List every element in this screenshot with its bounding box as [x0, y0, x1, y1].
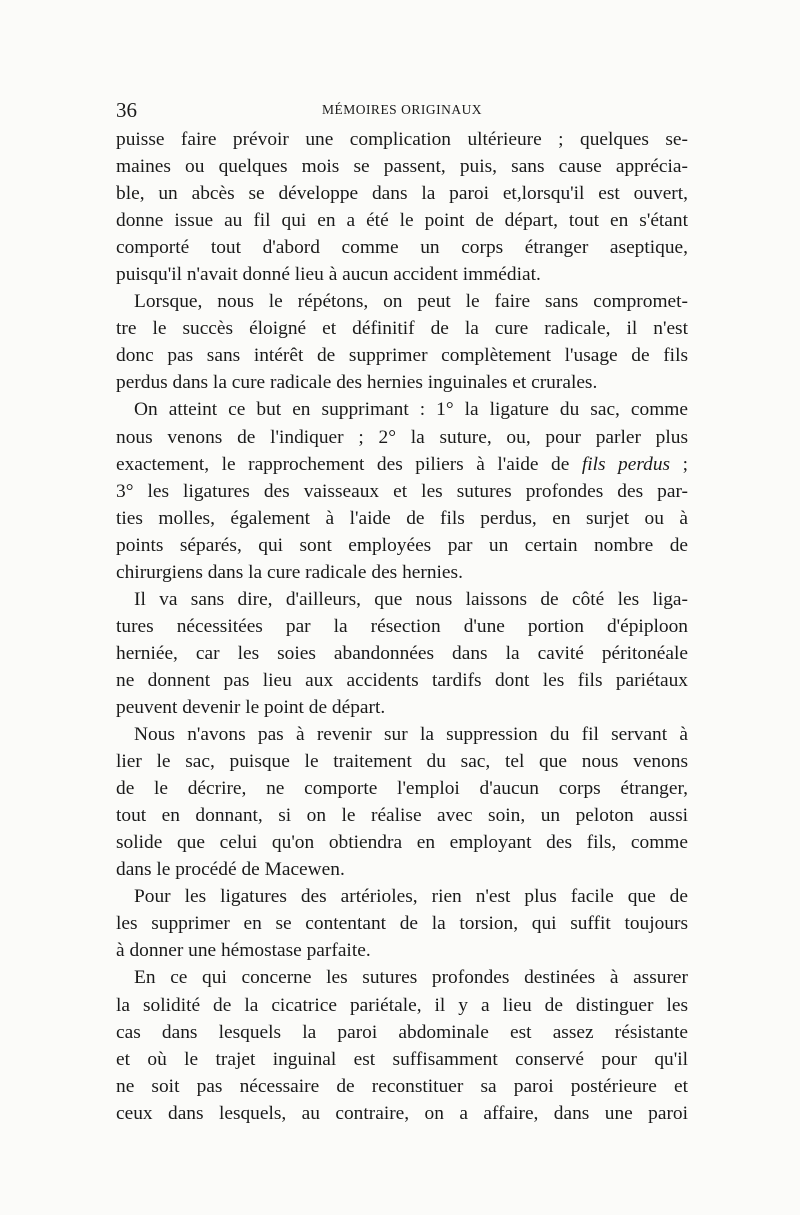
text-line — [116, 694, 688, 721]
text-line — [116, 369, 688, 396]
text-line — [116, 802, 688, 829]
text-line — [116, 153, 688, 180]
text-line — [116, 883, 688, 910]
line-text: puisqu'il n'avait donné lieu à aucun accident immédiat. — [116, 264, 541, 286]
line-text: tures nécessitées par la résection d'une portion d'épiploon — [116, 615, 688, 637]
text-line — [116, 775, 688, 802]
line-text: cas dans lesquels la paroi abdominale est assez résistante — [116, 1021, 688, 1043]
line-text: ne soit pas nécessaire de reconstituer sa paroi postérieure et — [116, 1075, 688, 1097]
text-line — [116, 1046, 688, 1073]
line-text: ne donnent pas lieu aux accidents tardifs dont les fils pariétaux — [116, 669, 688, 691]
text-line — [116, 207, 688, 234]
text-line — [116, 964, 688, 991]
text-line — [116, 1019, 688, 1046]
line-text: Nous n'avons pas à revenir sur la suppression du fil servant à — [134, 724, 688, 746]
text-line — [116, 910, 688, 937]
text-line — [116, 180, 688, 207]
line-text: tre le succès éloigné et définitif de la cure radicale, il n'est — [116, 318, 688, 340]
line-text: chirurgiens dans la cure radicale des hernies. — [116, 561, 463, 583]
line-text: de le décrire, ne comporte l'emploi d'aucun corps étranger, — [116, 778, 688, 800]
text-line — [116, 829, 688, 856]
line-text: 3° les ligatures des vaisseaux et les sutures profondes des par- — [116, 480, 688, 502]
line-text: ble, un abcès se développe dans la paroi et,lorsqu'il est ouvert, — [116, 183, 688, 205]
text-line — [116, 315, 688, 342]
text-line — [116, 261, 688, 288]
text-line — [116, 424, 688, 451]
line-text: les supprimer en se contentant de la torsion, qui suffit toujours — [116, 913, 688, 935]
line-text: perdus dans la cure radicale des hernies inguinales et crurales. — [116, 372, 598, 394]
line-text: peuvent devenir le point de départ. — [116, 696, 386, 718]
text-line — [116, 856, 688, 883]
line-text: puisse faire prévoir une complication ultérieure ; quelques se- — [116, 129, 688, 150]
text-line — [116, 478, 688, 505]
text-line — [116, 559, 688, 586]
line-text: ties molles, également à l'aide de fils perdus, en surjet ou à — [116, 507, 688, 529]
text-line — [116, 126, 688, 153]
line-text: Il va sans dire, d'ailleurs, que nous laissons de côté les liga- — [134, 588, 688, 610]
text-line — [116, 613, 688, 640]
line-text: points séparés, qui sont employées par un certain nombre de — [116, 534, 688, 556]
text-line — [116, 937, 688, 964]
line-text: dans le procédé de Macewen. — [116, 859, 345, 881]
line-tail: ; — [670, 453, 688, 475]
text-line — [116, 451, 688, 478]
line-text: solide que celui qu'on obtiendra en employant des fils, comme — [116, 832, 688, 854]
text-line — [116, 992, 688, 1019]
running-head: MÉMOIRES ORIGINAUX — [321, 102, 483, 117]
line-text: exactement, le rapprochement des piliers à l'aide de — [116, 453, 570, 475]
line-text: En ce qui concerne les sutures profondes destinées à assurer — [134, 967, 688, 989]
body-text — [116, 126, 688, 1127]
line-text: tout en donnant, si on le réalise avec soin, un peloton aussi — [116, 805, 688, 827]
line-text: On atteint ce but en supprimant : 1° la ligature du sac, comme — [134, 399, 688, 421]
line-text: Lorsque, nous le répétons, on peut le faire sans compromet- — [134, 291, 688, 313]
line-text: la solidité de la cicatrice pariétale, il y a lieu de distinguer les — [116, 994, 688, 1016]
text-line — [116, 1100, 688, 1127]
page-number: 36 — [116, 98, 137, 122]
text-line — [116, 342, 688, 369]
text-line — [116, 532, 688, 559]
line-text: donc pas sans intérêt de supprimer complètement l'usage de fils — [116, 345, 688, 367]
line-text: nous venons de l'indiquer ; 2° la suture, ou, pour parler plus — [116, 426, 688, 448]
line-text: à donner une hémostase parfaite. — [116, 940, 371, 962]
text-line — [116, 640, 688, 667]
line-text: ceux dans lesquels, au contraire, on a affaire, dans une paroi — [116, 1102, 688, 1124]
line-text: maines ou quelques mois se passent, puis, sans cause apprécia- — [116, 156, 688, 178]
text-line — [116, 667, 688, 694]
text-line — [116, 748, 688, 775]
text-line — [116, 721, 688, 748]
text-line — [116, 288, 688, 315]
line-text: Pour les ligatures des artérioles, rien n'est plus facile que de — [134, 886, 688, 908]
italic-phrase: fils perdus — [581, 453, 671, 475]
text-line — [116, 234, 688, 261]
line-text: herniée, car les soies abandonnées dans la cavité péritonéale — [116, 642, 688, 664]
text-line — [116, 505, 688, 532]
text-line — [116, 1073, 688, 1100]
line-text: donne issue au fil qui en a été le point de départ, tout en s'étant — [116, 210, 688, 232]
line-text: lier le sac, puisque le traitement du sac, tel que nous venons — [116, 751, 688, 773]
line-text: et où le trajet inguinal est suffisamment conservé pour qu'il — [116, 1048, 688, 1070]
text-line — [116, 396, 688, 423]
line-text: comporté tout d'abord comme un corps étranger aseptique, — [116, 237, 688, 259]
text-line — [116, 586, 688, 613]
page-header — [116, 97, 688, 123]
